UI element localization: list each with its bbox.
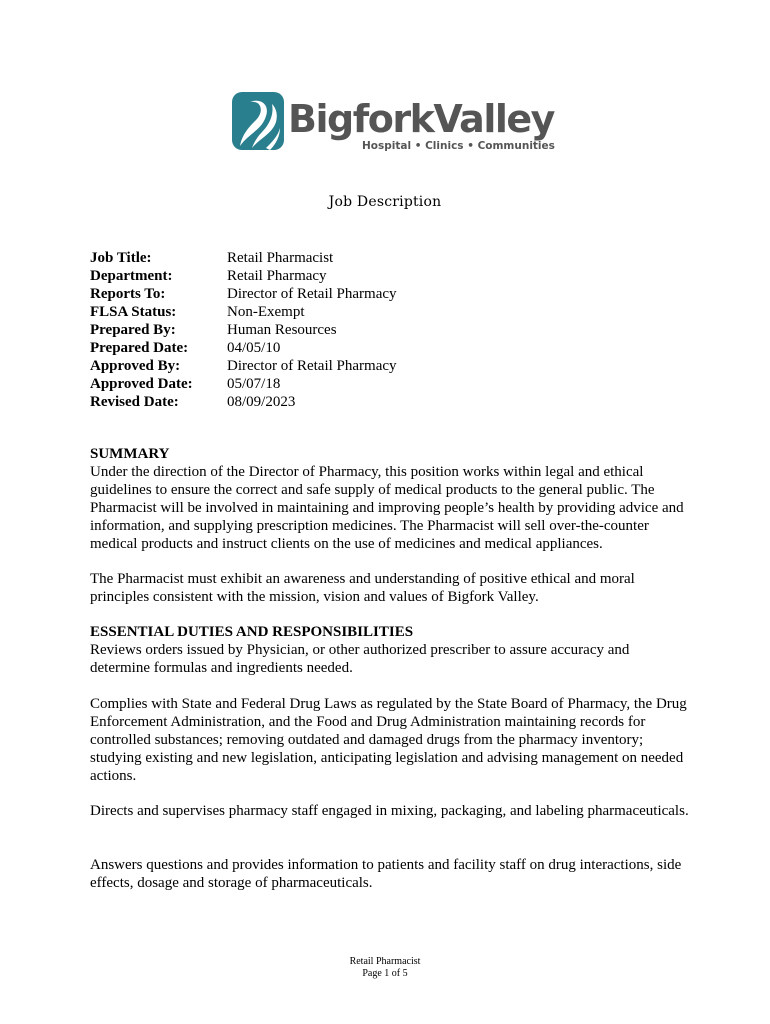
logo-graphic (232, 90, 562, 154)
summary-paragraph-2-block (90, 570, 690, 606)
info-row-approved-date (90, 375, 397, 393)
summary-paragraph-1: Under the direction of the Director of Pharmacy, this position works within legal and ethical guidelines to ensure the correct and safe supply of medical products to the general public. The Pharmacist will be involved in maintaining and improving people’s health by providing advice and information, and supplying prescription medicines. The Pharmacist will sell over-the-counter medical products and instruct clients on the use of medicines and medical appliances. (90, 464, 684, 552)
footer-title: Retail Pharmacist (349, 956, 421, 967)
info-label: Approved By: (90, 358, 181, 374)
summary-heading: SUMMARY (90, 446, 170, 462)
info-value: Director of Retail Pharmacy (227, 358, 397, 374)
info-label: Job Title: (90, 250, 152, 266)
info-value: Retail Pharmacy (227, 268, 327, 284)
duties-paragraph-2: Complies with State and Federal Drug Laws as regulated by the State Board of Pharmacy, the Drug Enforcement Administration, and the Food and Drug Administration maintaining records for controlled substances; removing outdated and damaged drugs from the pharmacy inventory; studying existing and new legislation, anticipating legislation and advising management on needed actions. (90, 696, 687, 784)
info-label: FLSA Status: (90, 304, 177, 320)
summary-section (90, 445, 690, 553)
bigfork-valley-logo (232, 90, 562, 154)
duties-paragraph-2-block (90, 695, 690, 785)
duties-paragraph-1: Reviews orders issued by Physician, or other authorized prescriber to assure accuracy and determine formulas and ingredients needed. (90, 642, 630, 676)
info-row-department (90, 267, 397, 285)
duties-section (90, 623, 690, 677)
info-value: 08/09/2023 (227, 394, 296, 410)
summary-paragraph-2: The Pharmacist must exhibit an awareness and understanding of positive ethical and moral principles consistent with the mission, vision and values of Bigfork Valley. (90, 571, 635, 605)
svg-text:Hospital • Clinics • Communiti: Hospital • Clinics • Communities (362, 140, 555, 152)
document-title: Job Description (328, 194, 442, 210)
info-row-flsa-status (90, 303, 397, 321)
info-row-approved-by (90, 357, 397, 375)
info-label: Prepared By: (90, 322, 176, 338)
info-label: Department: (90, 268, 173, 284)
duties-paragraph-3-block (90, 802, 690, 820)
page-number: Page 1 of 5 (362, 968, 408, 979)
info-value: 05/07/18 (227, 376, 281, 392)
info-row-prepared-date (90, 339, 397, 357)
job-info-table (90, 249, 397, 411)
info-value: Director of Retail Pharmacy (227, 286, 397, 302)
info-row-prepared-by (90, 321, 397, 339)
info-label: Approved Date: (90, 376, 193, 392)
info-label: Reports To: (90, 286, 166, 302)
info-label: Prepared Date: (90, 340, 189, 356)
info-row-job-title (90, 249, 397, 267)
info-label: Revised Date: (90, 394, 179, 410)
info-row-revised-date (90, 393, 397, 411)
info-value: 04/05/10 (227, 340, 281, 356)
page-footer (0, 956, 770, 980)
info-value: Non-Exempt (227, 304, 305, 320)
duties-paragraph-4: Answers questions and provides information to patients and facility staff on drug interactions, side effects, dosage and storage of pharmaceuticals. (90, 857, 682, 891)
duties-paragraph-3: Directs and supervises pharmacy staff engaged in mixing, packaging, and labeling pharmaceuticals. (90, 803, 689, 819)
info-row-reports-to (90, 285, 397, 303)
duties-paragraph-4-block (90, 856, 690, 892)
info-value: Human Resources (227, 322, 337, 338)
duties-heading: ESSENTIAL DUTIES AND RESPONSIBILITIES (90, 624, 414, 640)
svg-text:BigforkValley: BigforkValley (288, 97, 554, 141)
info-value: Retail Pharmacist (227, 250, 334, 266)
